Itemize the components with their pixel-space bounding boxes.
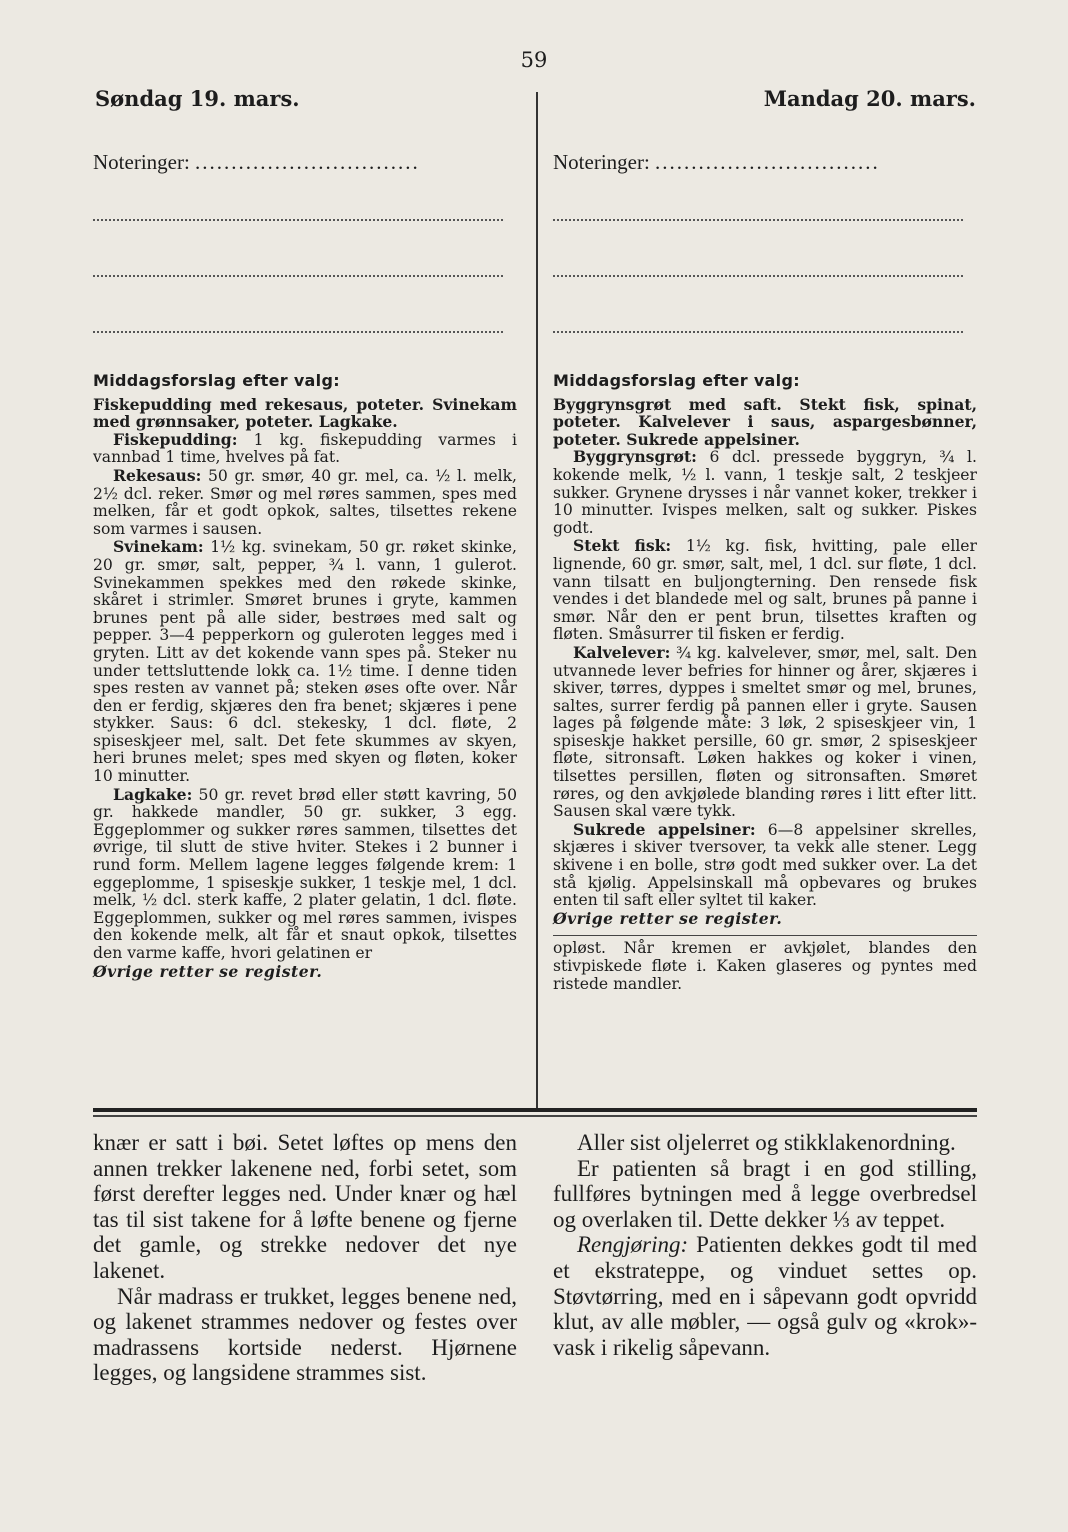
right-notes-dots: ...............................	[655, 150, 880, 174]
recipe-lead: Lagkake:	[113, 784, 193, 804]
recipe-sukrede-appelsiner	[553, 821, 977, 910]
recipe-lead: Rekesaus:	[113, 465, 202, 485]
recipe-lead: Fiskepudding:	[113, 429, 238, 449]
bottom-right-paragraph: Aller sist oljelerret og stikklakenordning.	[577, 1130, 956, 1155]
left-notes-section	[93, 150, 517, 333]
lagkake-continuation: opløst. Når kremen er avkjølet, blandes den stivpiskede fløte i. Kaken glaseres og pyntes med ristede mandler.	[553, 939, 977, 993]
continuation-rule	[553, 935, 977, 936]
recipe-stekt-fisk	[553, 537, 977, 644]
recipe-svinekam	[93, 538, 517, 785]
left-menu-section	[93, 372, 517, 980]
recipe-text: 1½ kg. svinekam, 50 gr. røket skinke, 20 gr. smør, salt, pepper, ¾ l. vann, 1 gulerot. Svinekammen spekkes med den røkede skinke, skåret i strimler. Smøret brunes i gryte, kammen brunes pent på alle sider, bestrøes med salt og pepper. 3—4 pepperkorn og guleroten legges med i gryten. Litt av det kokende vann spes på. Steker nu under tettsluttende lokk ca. 1½ time. I denne tiden spes resten av vannet på; steken øses ofte over. Når den er ferdig, skjæres den fra benet; skjæres i pene stykker. Saus: 6 dcl. stekesky, 1 dcl. fløte, 2 spiseskjeer mel, salt. Det fete skummes av skyen, heri brunes melet; spes med skyen og fløten, koker 10 minutter.	[93, 538, 517, 786]
bottom-left-paragraph: Når madrass er trukket, legges benene ned, og lakenet strammes nedover og festes over madrassens kortside nederst. Hjørnene legges, og langsidene strammes sist.	[93, 1283, 517, 1386]
recipe-text: 50 gr. smør, 40 gr. mel, ca. ½ l. melk, 2½ dcl. reker. Smør og mel røres sammen, spes med melken, får et godt opkok, saltes, tilsettes rekene som varmes i sausen.	[93, 466, 517, 538]
bottom-left-text	[93, 1130, 517, 1386]
right-notes-label: Noteringer:	[553, 150, 650, 174]
recipe-byggrynsgrot	[553, 448, 977, 537]
notes-line	[93, 275, 503, 277]
left-notes-dots: ...............................	[195, 150, 420, 174]
notes-line	[93, 219, 503, 221]
recipe-kalvelever	[553, 644, 977, 821]
right-footer-note: Øvrige retter se register.	[553, 908, 783, 928]
recipe-text: ¾ kg. kalvelever, smør, mel, salt. Den utvannede lever befries for hinner og årer, skjæres i skiver, tørres, dyppes i smeltet smør og mel, brunes, saltes, surrer ferdig på pannen eller i gryte. Sausen lages på følgende måte: 3 løk, 2 spiseskjeer vin, 1 spiseskje hakket persille, 60 gr. smør, 2 spiseskjeer fløte, sitronsaft. Løken hakkes og koker i vinen, tilsettes persillen, fløten og sitronsaften. Smøret røres, og den avkjølede blanding røres i litt efter litt. Sausen skal være tykk.	[553, 643, 977, 821]
bottom-left-paragraph: knær er satt i bøi. Setet løftes op mens den annen trekker lakenene ned, forbi setet, som først derefter legges ned. Under knær og hæl tas til sist takene for å løfte benene og fjerne det gamle, og strekke nedover det nye lakenet.	[93, 1130, 517, 1283]
recipe-lead: Byggrynsgrøt:	[573, 447, 697, 467]
right-notes-section	[553, 150, 977, 333]
page-number: 59	[520, 48, 548, 72]
left-day-heading: Søndag 19. mars.	[95, 86, 300, 111]
left-notes-label: Noteringer:	[93, 150, 190, 174]
notes-line	[553, 275, 963, 277]
recipe-text: 6 dcl. pressede byggryn, ¾ l. kokende melk, ½ l. vann, 1 teskje salt, 2 teskjeer sukker. Grynene drysses i når vannet koker, trekker i 10 minutter. Ivispes melken, salt og sukker. Piskes godt.	[553, 448, 977, 537]
rengjoring-label: Rengjøring:	[577, 1232, 689, 1258]
bottom-right-text	[553, 1130, 977, 1360]
right-menu-heading: Middagsforslag efter valg:	[553, 371, 800, 390]
recipe-fiskepudding	[93, 431, 517, 467]
recipe-text: 1 kg. fiskepudding varmes i vannbad 1 time, hvelves på fat.	[93, 430, 517, 467]
recipe-lead: Svinekam:	[113, 537, 204, 557]
recipe-rekesaus	[93, 467, 517, 538]
bottom-right-paragraph: Er patienten så bragt i en god stilling, fullføres bytningen med å legge overbredsel og overlaken til. Dette dekker ⅓ av teppet.	[553, 1155, 977, 1232]
column-divider	[536, 92, 538, 1110]
left-footer-note: Øvrige retter se register.	[93, 961, 323, 981]
notes-line	[553, 219, 963, 221]
notes-line	[93, 331, 503, 333]
right-menu-section	[553, 372, 977, 993]
recipe-text: 50 gr. revet brød eller støtt kavring, 50 gr. hakkede mandler, 50 gr. sukker, 3 egg. Eggeplommer og sukker røres sammen, tilsettes det øvrige, til slutt de stive hviter. Stekes i 2 bunner i rund form. Mellem lagene legges følgende krem: 1 eggeplomme, 1 spiseskje sukker, 1 teskje mel, 1 dcl. melk, ½ dcl. sterk kaffe, 2 plater gelatin, 1 dcl. fløte. Eggeplommen, sukker og mel røres sammen, ivispes den kokende melk, alt får et snaut opkok, tilsettes den varme kaffe, hvori gelatinen er	[93, 785, 517, 962]
bottom-right-paragraph	[553, 1232, 977, 1360]
recipe-lagkake	[93, 786, 517, 963]
recipe-text: 1½ kg. fisk, hvitting, pale eller lignende, 60 gr. smør, salt, mel, 1 dcl. sur fløte, 1 dcl. vann tilsatt en buljongterning. Den rensede fisk vendes i det blandede mel og salt, brunes på panne i smør. Når den er pent brun, tilsettes kraften og fløten. Småsurrer til fisken er ferdig.	[553, 537, 977, 644]
recipe-lead: Kalvelever:	[573, 642, 671, 662]
right-dish-list: Byggrynsgrøt med saft. Stekt fisk, spinat, poteter. Kalvelever i saus, aspargesbønner, poteter. Sukrede appelsiner.	[553, 394, 977, 449]
notes-line	[553, 331, 963, 333]
left-menu-heading: Middagsforslag efter valg:	[93, 371, 340, 390]
recipe-lead: Stekt fisk:	[573, 536, 672, 556]
section-rule-thick	[93, 1108, 977, 1112]
recipe-lead: Sukrede appelsiner:	[573, 819, 756, 839]
right-day-heading: Mandag 20. mars.	[763, 86, 976, 111]
recipe-text: 6—8 appelsiner skrelles, skjæres i skiver tversover, ta vekk alle stener. Legg skivene i en bolle, strø godt med sukker over. La det stå kjølig. Appelsinskall må opbevares og brukes enten til saft eller syltet til kaker.	[553, 820, 978, 910]
left-dish-list: Fiskepudding med rekesaus, poteter. Svinekam med grønnsaker, poteter. Lagkake.	[93, 394, 517, 432]
rengjoring-text: Patienten dekkes godt til med et ekstrateppe, og vinduet settes op. Støvtørring, med en i såpevann godt opvridd klut, av alle møbler, — også gulv og «krok»-vask i rikelig såpevann.	[553, 1232, 977, 1360]
section-rule-thin	[93, 1115, 977, 1117]
